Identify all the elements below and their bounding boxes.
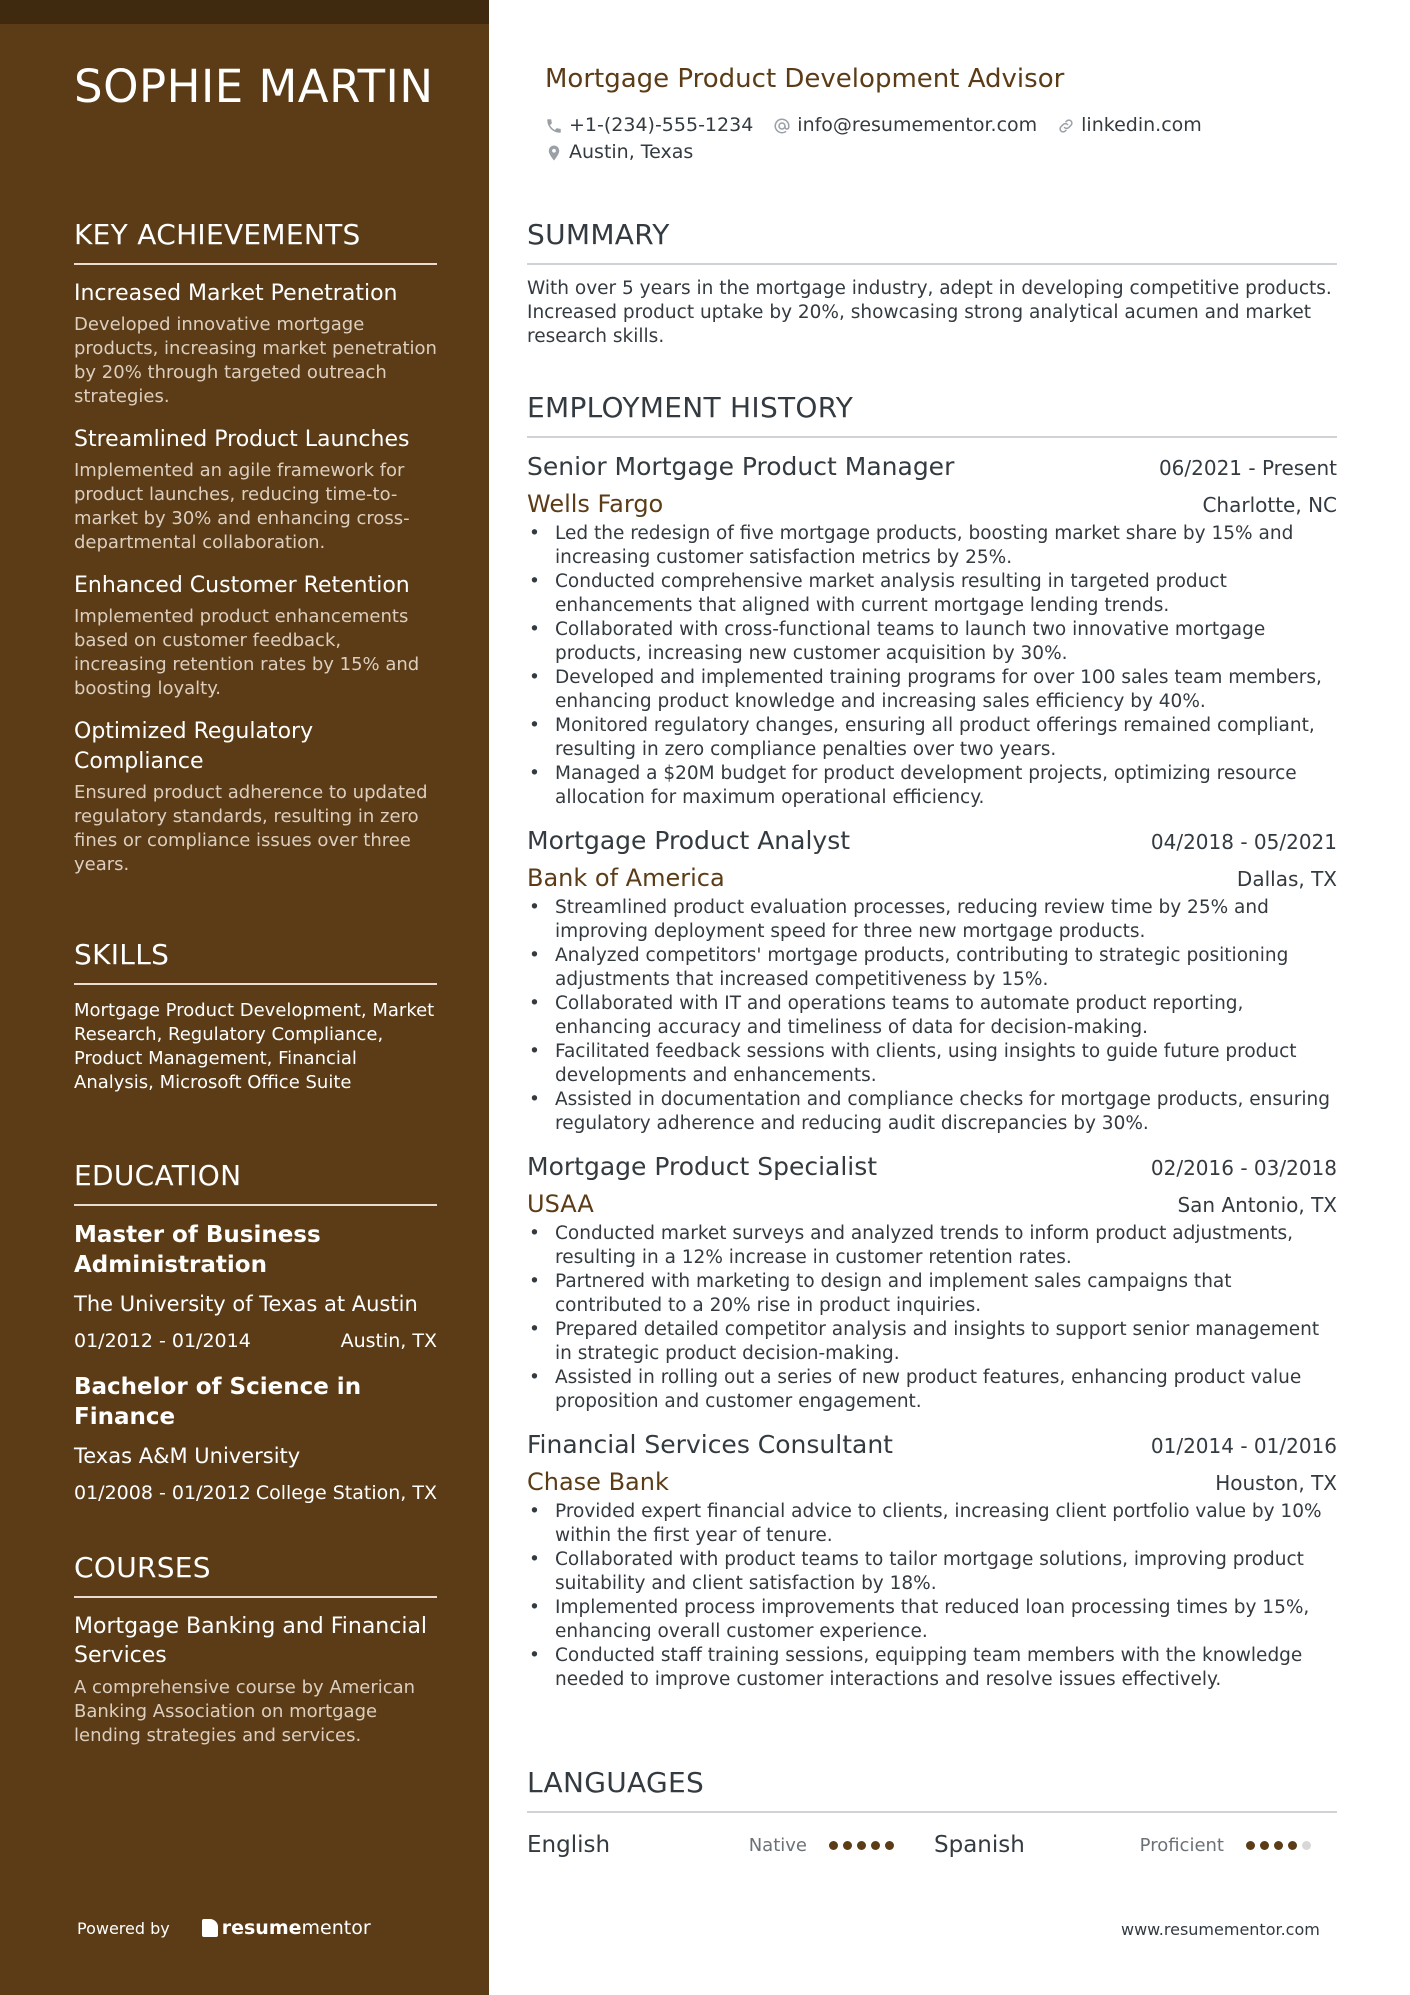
achievement-title: Streamlined Product Launches (74, 427, 410, 452)
job-entry (527, 1150, 1337, 1414)
job-bullet: • Collaborated with IT and operations teams to automate product reporting, enhancing accuracy and timeliness of data for decision-making. (527, 992, 1337, 1040)
phone-icon (545, 117, 563, 135)
section-heading: LANGUAGES (527, 1766, 1337, 1813)
job-bullet: • Assisted in documentation and compliance checks for mortgage products, ensuring regulatory adherence and reducing audit discrepancies by 30%. (527, 1088, 1337, 1136)
rating-dot-filled (857, 1841, 866, 1850)
job-bullets (527, 896, 1337, 1136)
courses-section (74, 1551, 437, 1748)
logo-light-text: mentor (301, 1917, 371, 1939)
rating-dot-filled (829, 1841, 838, 1850)
summary-text: With over 5 years in the mortgage industry, adept in developing competitive products. Increased product uptake by 20%, showcasing strong analytical acumen and market research skills. (527, 278, 1332, 347)
footer-url[interactable]: www.resumementor.com (1121, 1920, 1320, 1939)
section-heading: EDUCATION (74, 1159, 437, 1206)
location-pin-icon (545, 144, 563, 162)
achievement-item (74, 717, 437, 877)
achievement-title: Increased Market Penetration (74, 281, 398, 306)
language-rating (829, 1841, 894, 1850)
achievement-desc: Developed innovative mortgage products, increasing market penetration by 20% through targeted outreach strategies. (74, 314, 437, 407)
job-bullet: • Collaborated with product teams to tailor mortgage solutions, improving product suitability and client satisfaction by 18%. (527, 1548, 1337, 1596)
job-bullet: • Streamlined product evaluation processes, reducing review time by 25% and improving deployment speed for three new mortgage products. (527, 896, 1337, 944)
job-dates: 01/2014 - 01/2016 (1150, 1434, 1337, 1458)
language-name: English (527, 1832, 611, 1858)
job-bullet: • Analyzed competitors' mortgage products, contributing to strategic positioning adjustments that increased competitiveness by 15%. (527, 944, 1337, 992)
language-name: Spanish (934, 1832, 1025, 1858)
job-bullets (527, 1500, 1337, 1692)
section-heading: KEY ACHIEVEMENTS (74, 218, 437, 265)
sidebar-top-bar (0, 0, 489, 24)
job-bullet: • Facilitated feedback sessions with clients, using insights to guide future product developments and enhancements. (527, 1040, 1337, 1088)
education-section (74, 1159, 437, 1524)
job-location: Dallas, TX (1236, 867, 1337, 891)
achievement-item (74, 425, 437, 555)
rating-dot-filled (1274, 1841, 1283, 1850)
job-bullet: • Provided expert financial advice to clients, increasing client portfolio value by 10% within the first year of tenure. (527, 1500, 1337, 1548)
job-entry (527, 824, 1337, 1136)
phone-text: +1-(234)-555-1234 (569, 114, 754, 136)
at-icon (773, 117, 791, 135)
education-school: Texas A&M University (74, 1444, 301, 1468)
job-bullet: • Conducted market surveys and analyzed trends to inform product adjustments, resulting in a 12% increase in customer retention rates. (527, 1222, 1337, 1270)
powered-by-label: Powered by (77, 1918, 170, 1938)
summary-section (527, 218, 1337, 349)
rating-dot-filled (871, 1841, 880, 1850)
achievement-desc: Implemented product enhancements based on customer feedback, increasing retention rates by 15% and boosting loyalty. (74, 606, 420, 699)
job-bullet: • Implemented process improvements that reduced loan processing times by 15%, enhancing overall customer experience. (527, 1596, 1337, 1644)
job-entry (527, 1428, 1337, 1692)
contact-location (545, 139, 693, 166)
job-company: Chase Bank (527, 1468, 669, 1496)
job-bullet: • Developed and implemented training programs for over 100 sales team members, enhancing product knowledge and increasing sales efficiency by 40%. (527, 666, 1337, 714)
job-bullet: • Partnered with marketing to design and implement sales campaigns that contributed to a 20% rise in product inquiries. (527, 1270, 1337, 1318)
education-dates: 01/2008 - 01/2012 (74, 1482, 251, 1504)
job-bullet: • Conducted comprehensive market analysis resulting in targeted product enhancements that aligned with current mortgage lending trends. (527, 570, 1337, 618)
education-item (74, 1220, 437, 1354)
rating-dot-filled (1246, 1841, 1255, 1850)
rating-dot-filled (1288, 1841, 1297, 1850)
achievement-title: Optimized Regulatory Compliance (74, 719, 314, 774)
job-role: Mortgage Product Analyst (527, 826, 851, 855)
resumementor-logo[interactable] (184, 1917, 371, 1939)
job-entry (527, 450, 1337, 810)
sidebar (0, 0, 489, 1995)
linkedin-text: linkedin.com (1081, 114, 1202, 136)
powered-by (77, 1917, 371, 1939)
contact-phone[interactable] (545, 112, 753, 139)
employment-section (527, 391, 1337, 1706)
job-location: San Antonio, TX (1177, 1193, 1337, 1217)
rating-dot-filled (1260, 1841, 1269, 1850)
job-bullet: • Collaborated with cross-functional teams to launch two innovative mortgage products, increasing new customer acquisition by 30%. (527, 618, 1337, 666)
contact-linkedin[interactable] (1057, 112, 1202, 139)
job-company: Wells Fargo (527, 490, 664, 518)
course-title: Mortgage Banking and Financial Services (74, 1614, 428, 1668)
job-bullet: • Assisted in rolling out a series of new product features, enhancing product value proposition and customer engagement. (527, 1366, 1337, 1414)
job-bullet: • Conducted staff training sessions, equipping team members with the knowledge needed to improve customer interactions and resolve issues effectively. (527, 1644, 1337, 1692)
job-location: Houston, TX (1215, 1471, 1337, 1495)
languages-row (527, 1825, 1337, 1865)
contact-info (545, 112, 1335, 166)
key-achievements-section (74, 218, 437, 893)
job-dates: 04/2018 - 05/2021 (1150, 830, 1337, 854)
rating-dot-filled (843, 1841, 852, 1850)
link-icon (1057, 117, 1075, 135)
location-text: Austin, Texas (569, 141, 694, 163)
job-title: Mortgage Product Development Advisor (545, 64, 1065, 94)
skills-section (74, 938, 437, 1095)
education-item (74, 1372, 437, 1506)
skills-list: Mortgage Product Development, Market Research, Regulatory Compliance, Product Management, Financial Analysis, Microsoft Office Suite (74, 1000, 435, 1093)
language-rating (1246, 1841, 1311, 1850)
education-degree: Master of Business Administration (74, 1222, 321, 1278)
education-degree: Bachelor of Science in Finance (74, 1374, 362, 1430)
job-role: Senior Mortgage Product Manager (527, 452, 955, 481)
section-heading: EMPLOYMENT HISTORY (527, 391, 1337, 438)
achievement-desc: Ensured product adherence to updated regulatory standards, resulting in zero fines or compliance issues over three years. (74, 782, 428, 875)
rating-dot-empty (1302, 1841, 1311, 1850)
language-level: Proficient (1139, 1834, 1224, 1856)
job-bullet: • Managed a $20M budget for product development projects, optimizing resource allocation for maximum operational efficiency. (527, 762, 1337, 810)
job-bullets (527, 522, 1337, 810)
job-company: USAA (527, 1190, 594, 1218)
candidate-name: SOPHIE MARTIN (74, 60, 434, 113)
education-location: College Station, TX (255, 1482, 437, 1504)
rating-dot-filled (885, 1841, 894, 1850)
job-bullets (527, 1222, 1337, 1414)
job-role: Financial Services Consultant (527, 1430, 893, 1459)
job-location: Charlotte, NC (1202, 493, 1337, 517)
job-company: Bank of America (527, 864, 725, 892)
section-heading: SUMMARY (527, 218, 1337, 265)
job-role: Mortgage Product Specialist (527, 1152, 878, 1181)
course-item (74, 1612, 437, 1748)
logo-bold-text: resume (221, 1917, 302, 1939)
section-heading: SKILLS (74, 938, 437, 985)
contact-email[interactable] (773, 112, 1037, 139)
logo-mark-icon (202, 1919, 218, 1937)
achievement-item (74, 571, 437, 701)
job-bullet: • Led the redesign of five mortgage products, boosting market share by 15% and increasing customer satisfaction metrics by 25%. (527, 522, 1337, 570)
achievement-title: Enhanced Customer Retention (74, 573, 410, 598)
achievement-item (74, 279, 437, 409)
job-dates: 02/2016 - 03/2018 (1150, 1156, 1337, 1180)
job-dates: 06/2021 - Present (1158, 456, 1337, 480)
email-text: info@resumementor.com (797, 114, 1038, 136)
section-heading: COURSES (74, 1551, 437, 1598)
course-desc: A comprehensive course by American Banking Association on mortgage lending strategies and services. (74, 1677, 416, 1746)
language-level: Native (748, 1834, 807, 1856)
job-bullet: • Prepared detailed competitor analysis and insights to support senior management in strategic product decision-making. (527, 1318, 1337, 1366)
education-dates: 01/2012 - 01/2014 (74, 1330, 251, 1352)
job-bullet: • Monitored regulatory changes, ensuring all product offerings remained compliant, resulting in zero compliance penalties over two years. (527, 714, 1337, 762)
education-school: The University of Texas at Austin (74, 1292, 418, 1316)
achievement-desc: Implemented an agile framework for product launches, reducing time-to-market by 30% and enhancing cross-departmental collaboration. (74, 460, 410, 553)
languages-section (527, 1766, 1337, 1865)
education-location: Austin, TX (340, 1330, 437, 1352)
